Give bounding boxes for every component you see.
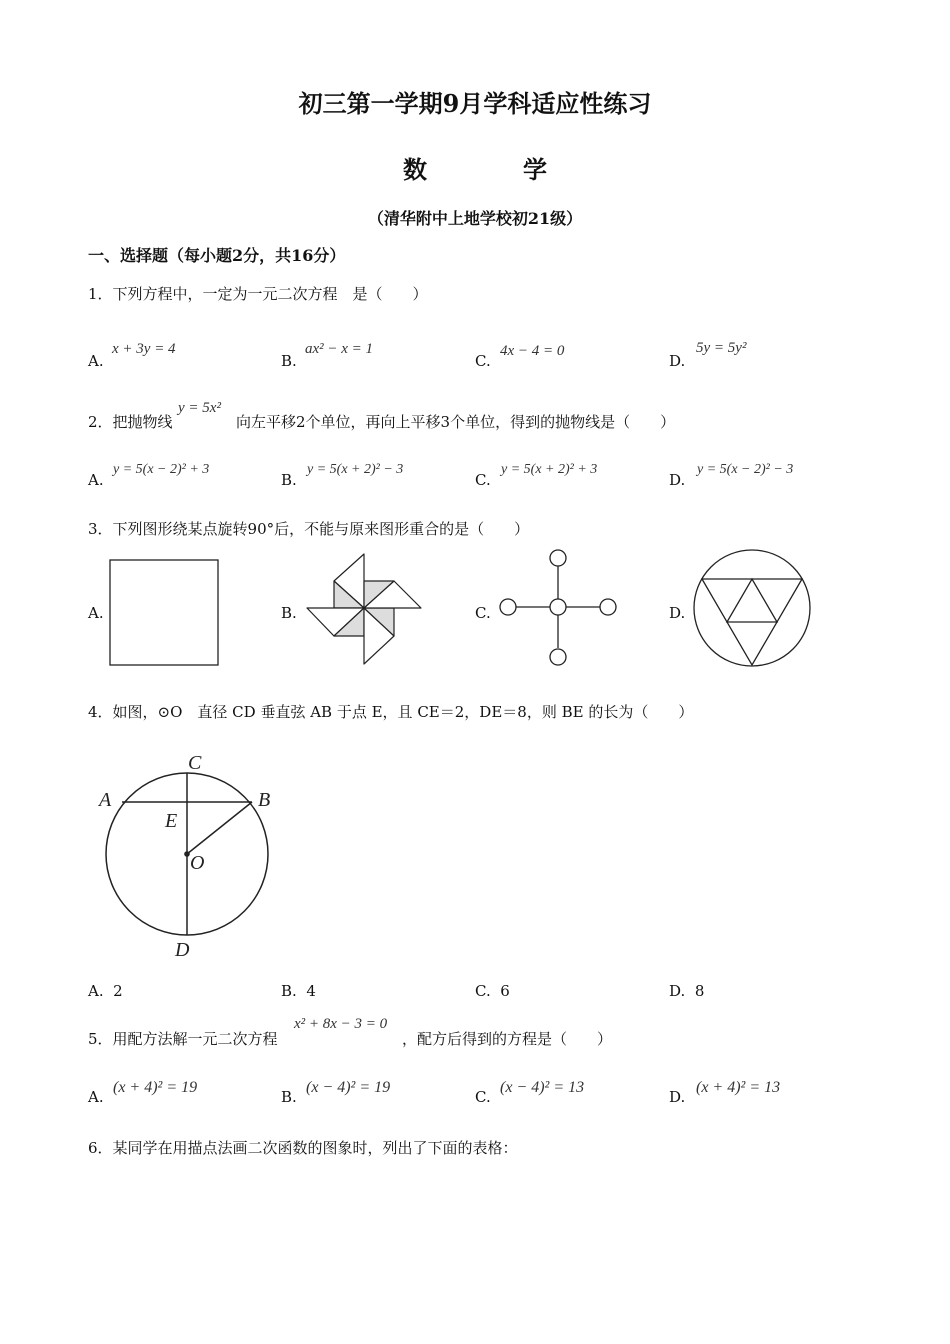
q3-option-a-label: A. <box>88 604 104 622</box>
q2-option-d-expr: y = 5(x − 2)² − 3 <box>697 462 794 477</box>
q4-option-c-label: C. <box>475 982 491 1000</box>
q3-option-b-label: B. <box>281 604 297 622</box>
school-subtitle: （清华附中上地学校初21级） <box>367 209 583 228</box>
q5-option-c-expr: (x − 4)² = 13 <box>500 1079 585 1096</box>
q4-option-a <box>88 982 123 1000</box>
q5-option-d-label: D. <box>669 1088 686 1106</box>
q3-cross-circles-figure <box>496 546 620 670</box>
q4-option-b-label: B. <box>281 982 297 1000</box>
q2-option-c-expr: y = 5(x + 2)² + 3 <box>501 462 598 477</box>
q5-option-a-expr: (x + 4)² = 19 <box>113 1079 198 1096</box>
question-2-stem-expr: y = 5x² <box>178 400 221 416</box>
q4-label-o: O <box>190 852 205 874</box>
q5-option-c-label: C. <box>475 1088 491 1106</box>
q4-option-d-value: 8 <box>694 982 705 1000</box>
q1-option-b-expr: ax² − x = 1 <box>305 341 374 357</box>
q5-option-a-label: A. <box>88 1088 104 1106</box>
question-5-stem-start: 5．用配方法解一元二次方程 <box>88 1030 278 1048</box>
q1-option-a-expr: x + 3y = 4 <box>112 341 176 357</box>
q3-option-d-label: D. <box>669 604 686 622</box>
question-1-stem: 1．下列方程中，一定为一元二次方程 是（ ） <box>88 285 428 303</box>
q4-label-a: A <box>99 789 112 811</box>
q2-option-c-label: C. <box>475 471 491 489</box>
q4-label-c: C <box>188 752 202 774</box>
subject-title: 数 学 <box>403 155 547 184</box>
q4-option-d-label: D. <box>669 982 686 1000</box>
q1-option-a-label: A. <box>88 352 104 370</box>
document-title: 初三第一学期9月学科适应性练习 <box>298 89 652 118</box>
q3-circle-triangles-figure <box>692 548 816 670</box>
q2-option-d-label: D. <box>669 471 686 489</box>
question-5-stem-expr: x² + 8x − 3 = 0 <box>294 1016 388 1032</box>
q2-option-a-expr: y = 5(x − 2)² + 3 <box>113 462 210 477</box>
q4-label-b: B <box>258 789 271 811</box>
question-3-stem: 3．下列图形绕某点旋转90°后，不能与原来图形重合的是（ ） <box>88 520 530 538</box>
question-5-stem-end: ，配方后得到的方程是（ ） <box>402 1030 613 1048</box>
q4-option-c-value: 6 <box>500 982 510 1000</box>
q3-square-figure <box>108 558 222 668</box>
q4-label-e: E <box>165 810 178 832</box>
q4-circle-diagram <box>96 746 286 961</box>
q1-option-c-label: C. <box>475 352 491 370</box>
q4-option-d <box>669 982 704 1000</box>
q4-option-b <box>281 982 316 1000</box>
section-heading: 一、选择题（每小题2分，共16分） <box>88 246 346 265</box>
q5-option-b-label: B. <box>281 1088 297 1106</box>
q4-label-d: D <box>175 939 190 961</box>
q4-option-c <box>475 982 510 1000</box>
question-4-stem: 4．如图，⊙O 直径 CD 垂直弦 AB 于点 E，且 CE＝2，DE＝8，则 BE 的长为（ ） <box>88 703 694 721</box>
q3-pinwheel-figure <box>303 550 429 668</box>
q1-option-b-label: B. <box>281 352 297 370</box>
q3-option-c-label: C. <box>475 604 491 622</box>
q1-option-d-label: D. <box>669 352 686 370</box>
q5-option-b-expr: (x − 4)² = 19 <box>306 1079 391 1096</box>
q2-option-b-expr: y = 5(x + 2)² − 3 <box>307 462 404 477</box>
q4-option-a-label: A. <box>88 982 104 1000</box>
q1-option-d-expr: 5y = 5y² <box>696 340 747 356</box>
question-2-stem-end: 向左平移2个单位，再向上平移3个单位，得到的抛物线是（ ） <box>236 413 676 431</box>
q2-option-a-label: A. <box>88 471 104 489</box>
q4-option-b-value: 4 <box>306 982 316 1000</box>
q1-option-c-expr: 4x − 4 = 0 <box>500 343 565 359</box>
q4-option-a-value: 2 <box>113 982 123 1000</box>
q2-option-b-label: B. <box>281 471 297 489</box>
q5-option-d-expr: (x + 4)² = 13 <box>696 1079 781 1096</box>
question-6-stem: 6．某同学在用描点法画二次函数的图象时，列出了下面的表格： <box>88 1139 518 1157</box>
question-2-stem-start: 2．把抛物线 <box>88 413 173 431</box>
